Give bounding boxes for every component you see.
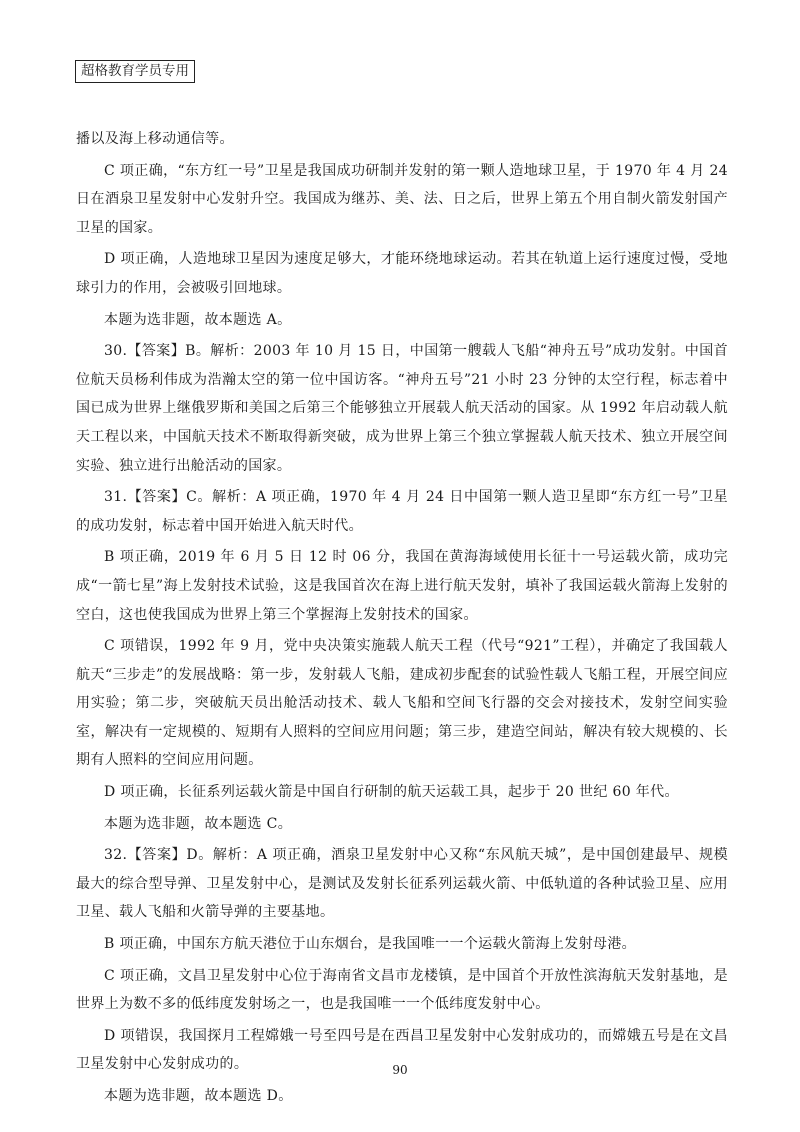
paragraph: B 项正确，2019 年 6 月 5 日 12 时 06 分，我国在黄海海域使用长征十一号运载火箭，成功完成“一箭七星”海上发射技术试验，这是我国首次在海上进行航天发射，填补了我国运载火箭海上发射的空白，这也使我国成为世界上第三个掌握海上发射技术的国家。	[76, 549, 728, 623]
page-number: 90	[392, 1063, 408, 1077]
paragraph: 本题为选非题，故本题选 A。	[104, 311, 292, 328]
paragraph: 本题为选非题，故本题选 C。	[104, 815, 293, 832]
paragraph: D 项正确，长征系列运载火箭是中国自行研制的航天运载工具，起步于 20 世纪 60 年代。	[104, 784, 679, 801]
paragraph: 播以及海上移动通信等。	[76, 131, 234, 147]
paragraph: C 项错误，1992 年 9 月，党中央决策实施载人航天工程（代号“921”工程），并确定了我国载人航天“三步走”的发展战略：第一步，发射载人飞船，建成初步配套的试验性载人飞船工程，开展空间应用实验；第二步，突破航天员出舱活动技术、载人飞船和空间飞行器的交会对接技术，发射空间实验室，解决有一定规模的、短期有人照料的空间应用问题；第三步，建造空间站，解决有较大规模的、长期有人照料的空间应用问题。	[76, 638, 728, 769]
document-body	[76, 125, 728, 1114]
paragraph: C 项正确，文昌卫星发射中心位于海南省文昌市龙楼镇，是中国首个开放性滨海航天发射基地，是世界上为数不多的低纬度发射场之一，也是我国唯一一个低纬度发射中心。	[76, 967, 728, 1013]
paragraph: D 项错误，我国探月工程嫦娥一号至四号是在西昌卫星发射中心发射成功的，而嫦娥五号是在文昌卫星发射中心发射成功的。	[76, 1027, 728, 1073]
paragraph: D 项正确，人造地球卫星因为速度足够大，才能环绕地球运动。若其在轨道上运行速度过慢，受地球引力的作用，会被吸引回地球。	[76, 251, 728, 296]
paragraph: 本题为选非题，故本题选 D。	[104, 1088, 293, 1104]
paragraph: 32.【答案】D。解析：A 项正确，酒泉卫星发射中心又称“东风航天城”，是中国创建最早、规模最大的综合型导弹、卫星发射中心，是测试及发射长征系列运载火箭、中低轨道的各种试验卫星、应用卫星、载人飞船和火箭导弹的主要基地。	[76, 847, 728, 921]
header-label: 超格教育学员专用	[75, 60, 195, 83]
paragraph: 30.【答案】B。解析：2003 年 10 月 15 日，中国第一艘载人飞船“神舟五号”成功发射。中国首位航天员杨利伟成为浩瀚太空的第一位中国访客。“神舟五号”21 小时 23 分钟的太空行程，标志着中国已成为世界上继俄罗斯和美国之后第三个能够独立开展载人航天活动的国家。从 1992 年启动载人航天工程以来，中国航天技术不断取得新突破，成为世界上第三个独立掌握载人航天技术、独立开展空间实验、独立进行出舱活动的国家。	[76, 343, 728, 474]
paragraph: C 项正确，“东方红一号”卫星是我国成功研制并发射的第一颗人造地球卫星，于 1970 年 4 月 24 日在酒泉卫星发射中心发射升空。我国成为继苏、美、法、日之后，世界上第五个用自制火箭发射国产卫星的国家。	[76, 162, 728, 236]
paragraph: 31.【答案】C。解析：A 项正确，1970 年 4 月 24 日中国第一颗人造卫星即“东方红一号”卫星的成功发射，标志着中国开始进入航天时代。	[76, 489, 728, 534]
paragraph: B 项正确，中国东方航天港位于山东烟台，是我国唯一一个运载火箭海上发射母港。	[104, 936, 637, 953]
